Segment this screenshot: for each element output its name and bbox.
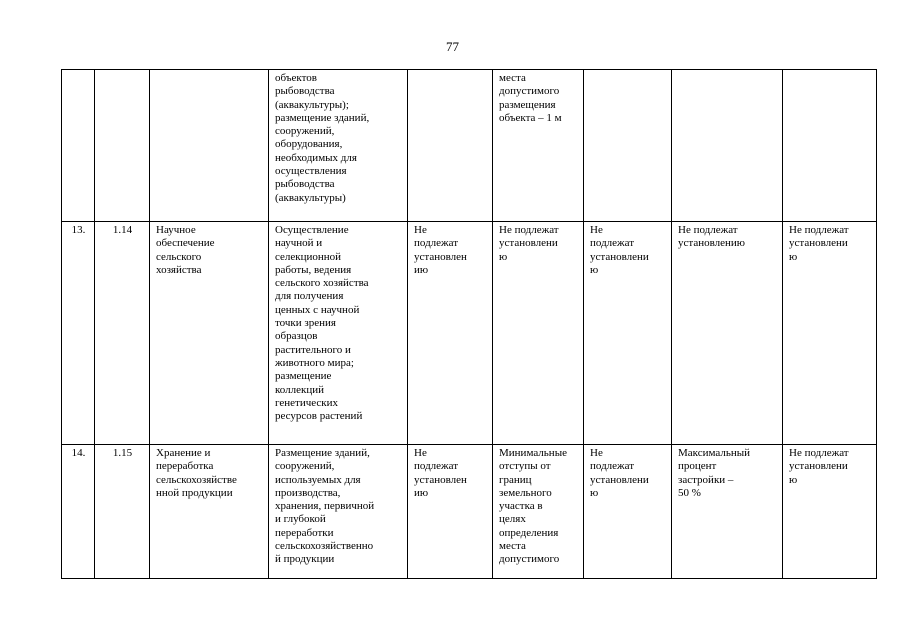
- parameter-cell: Не подлежат установлени ю: [783, 222, 877, 445]
- parameter-cell: [584, 70, 672, 222]
- use-name: Хранение и переработка сельскохозяйстве нной продукции: [150, 445, 269, 579]
- parameter-cell: Не подлежат установлени ю: [584, 222, 672, 445]
- parameter-cell: Не подлежат установлени ю: [584, 445, 672, 579]
- use-code: 1.14: [95, 222, 150, 445]
- use-code: 1.15: [95, 445, 150, 579]
- use-name: Научное обеспечение сельского хозяйства: [150, 222, 269, 445]
- use-name: [150, 70, 269, 222]
- page-number: 77: [446, 39, 459, 54]
- parameter-cell: Максимальный процент застройки – 50 %: [672, 445, 783, 579]
- table-row: [62, 222, 877, 445]
- table-row: [62, 445, 877, 579]
- parameter-cell: Не подлежат установлени ю: [493, 222, 584, 445]
- parameter-cell: места допустимого размещения объекта – 1 м: [493, 70, 584, 222]
- parameter-cell: Минимальные отступы от границ земельного участка в целях определения места допустимого: [493, 445, 584, 579]
- parameter-cell: Не подлежат установлени ю: [783, 445, 877, 579]
- use-description: Размещение зданий, сооружений, используемых для производства, хранения, первичной и глубокой переработки сельскохозяйственно й продукции: [269, 445, 408, 579]
- table-row: [62, 70, 877, 222]
- parameter-cell: [408, 70, 493, 222]
- parameter-cell: [672, 70, 783, 222]
- row-number: 14.: [62, 445, 95, 579]
- parameter-cell: Не подлежат установлен ию: [408, 222, 493, 445]
- parameter-cell: Не подлежат установлен ию: [408, 445, 493, 579]
- parameter-cell: Не подлежат установлению: [672, 222, 783, 445]
- row-number: 13.: [62, 222, 95, 445]
- parameter-cell: [783, 70, 877, 222]
- use-description: Осуществление научной и селекционной работы, ведения сельского хозяйства для получения ценных с научной точки зрения образцов растительного и животного мира; размещение коллекций генетических ресурсов растений: [269, 222, 408, 445]
- use-description: объектов рыбоводства (аквакультуры); размещение зданий, сооружений, оборудования, необходимых для осуществления рыбоводства (аквакультуры): [269, 70, 408, 222]
- use-code: [95, 70, 150, 222]
- row-number: [62, 70, 95, 222]
- land-use-table: [61, 69, 877, 579]
